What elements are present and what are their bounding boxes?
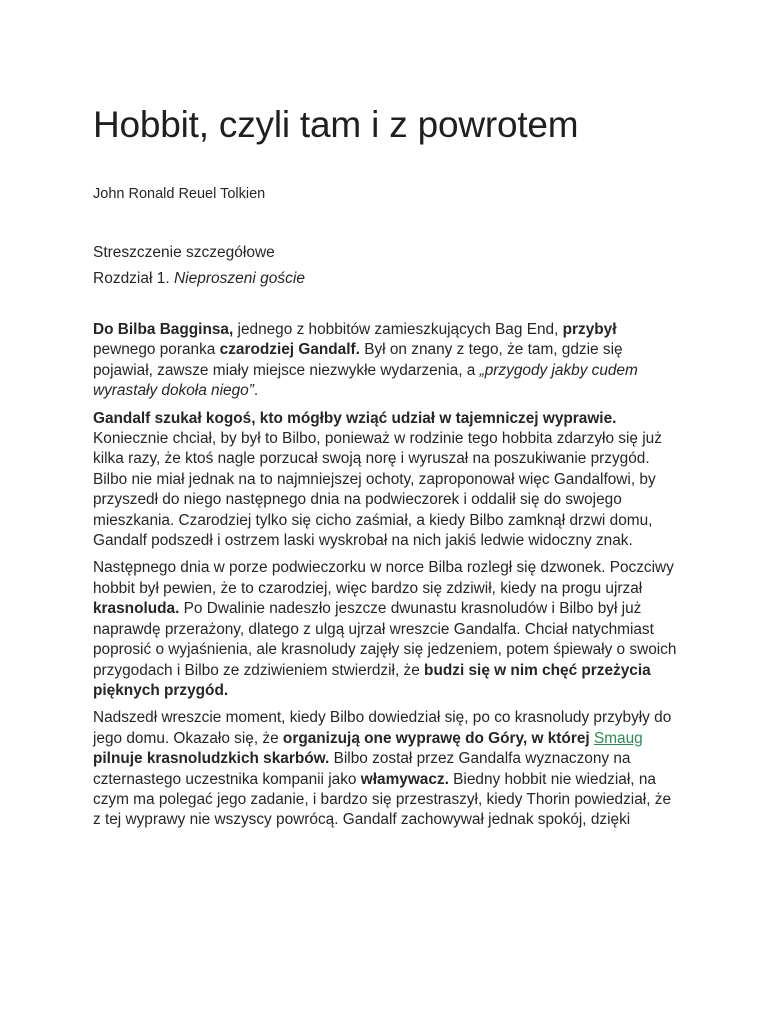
p1-bold-c: przybył bbox=[562, 321, 617, 338]
chapter-prefix: Rozdział 1. bbox=[93, 270, 174, 287]
paragraph-2 bbox=[93, 409, 678, 552]
p1-text-b: jednego z hobbitów zamieszkujących Bag End, bbox=[233, 321, 563, 338]
p1-text-f: Był on znany z tego, że tam, gdzie się pojawiał, zawsze miały miejsce niezwykłe wydarzenia, a bbox=[93, 341, 623, 379]
p3-bold-b: krasnoluda. bbox=[93, 600, 180, 618]
smaug-link[interactable]: Smaug bbox=[593, 729, 643, 747]
p3-text-c: Po Dwalinie nadeszło jeszcze dwunastu krasnoludów i Bilbo był już naprawdę przerażony, dlatego z ulgą ujrzał wreszcie Gandalfa. Chciał natychmiast poprosić o wyjaśnienia, ale krasnoludy zajęły się jedzeniem, potem śpiewały o swoich przygodach i Bilbo ze zdziwieniem stwierdził, że bbox=[93, 600, 677, 679]
p1-text-d: pewnego poranka bbox=[93, 341, 220, 359]
p4-bold-c: pilnuje krasnoludzkich skarbów. bbox=[93, 750, 330, 768]
p1-bold-a: Do Bilba Bagginsa, bbox=[93, 321, 234, 338]
summary-label: Streszczenie szczegółowe bbox=[93, 244, 275, 261]
p1-text-h: . bbox=[253, 382, 259, 400]
paragraph-1 bbox=[93, 320, 678, 402]
p1-quote: „przygody jakby cudem wyrastały dokoła niego” bbox=[93, 361, 638, 400]
p4-bold-e: włamywacz. bbox=[360, 770, 449, 788]
p3-bold-d: budzi się w nim chęć przeżycia pięknych przygód. bbox=[93, 661, 651, 699]
author-name: John Ronald Reuel Tolkien bbox=[93, 186, 266, 202]
body-text bbox=[93, 320, 678, 838]
chapter-heading bbox=[93, 270, 305, 288]
paragraph-4 bbox=[93, 708, 678, 830]
p2-bold-a: Gandalf szukał kogoś, kto mógłby wziąć udział w tajemniczej wyprawie. bbox=[93, 409, 617, 427]
document-title: Hobbit, czyli tam i z powrotem bbox=[93, 104, 579, 145]
p4-text-a: Nadszedł wreszcie moment, kiedy Bilbo dowiedział się, po co krasnoludy przybyły do jego domu. Okazało się, że bbox=[93, 709, 672, 747]
paragraph-3 bbox=[93, 558, 678, 701]
p3-text-a: Następnego dnia w porze podwieczorku w norce Bilba rozległ się dzwonek. Poczciwy hobbit był pewien, że to czarodziej, więc bardzo się zdziwił, kiedy na progu ujrzał bbox=[93, 559, 674, 597]
p4-bold-b: organizują one wyprawę do Góry, w której bbox=[282, 729, 594, 747]
chapter-title: Nieproszeni goście bbox=[173, 270, 305, 287]
p4-text-d: Bilbo został przez Gandalfa wyznaczony na czternastego uczestnika kompanii jako bbox=[93, 750, 631, 788]
p2-text-b: Koniecznie chciał, by był to Bilbo, ponieważ w rodzinie tego hobbita zdarzyło się już kilka razy, że ktoś nagle porzucał swoją norę i wyruszał na poszukiwanie przygód. Bilbo nie miał jednak na to najmniejszej ochoty, zaproponował więc Gandalfowi, by przyszedł do niego następnego dnia na podwieczorek i oddalił się do swojego mieszkania. Czarodziej tylko się cicho zaśmiał, a kiedy Bilbo zamknął drzwi domu, Gandalf podszedł i ostrzem laski wyskrobał na nich jakiś ledwie widoczny znak. bbox=[93, 430, 662, 550]
p4-text-f: Biedny hobbit nie wiedział, na czym ma polegać jego zadanie, i bardzo się przestraszył, kiedy Thorin powiedział, że z tej wyprawy nie wszyscy powrócą. Gandalf zachowywał jednak spokój, dzięki bbox=[93, 770, 671, 829]
p1-bold-e: czarodziej Gandalf. bbox=[219, 341, 360, 359]
